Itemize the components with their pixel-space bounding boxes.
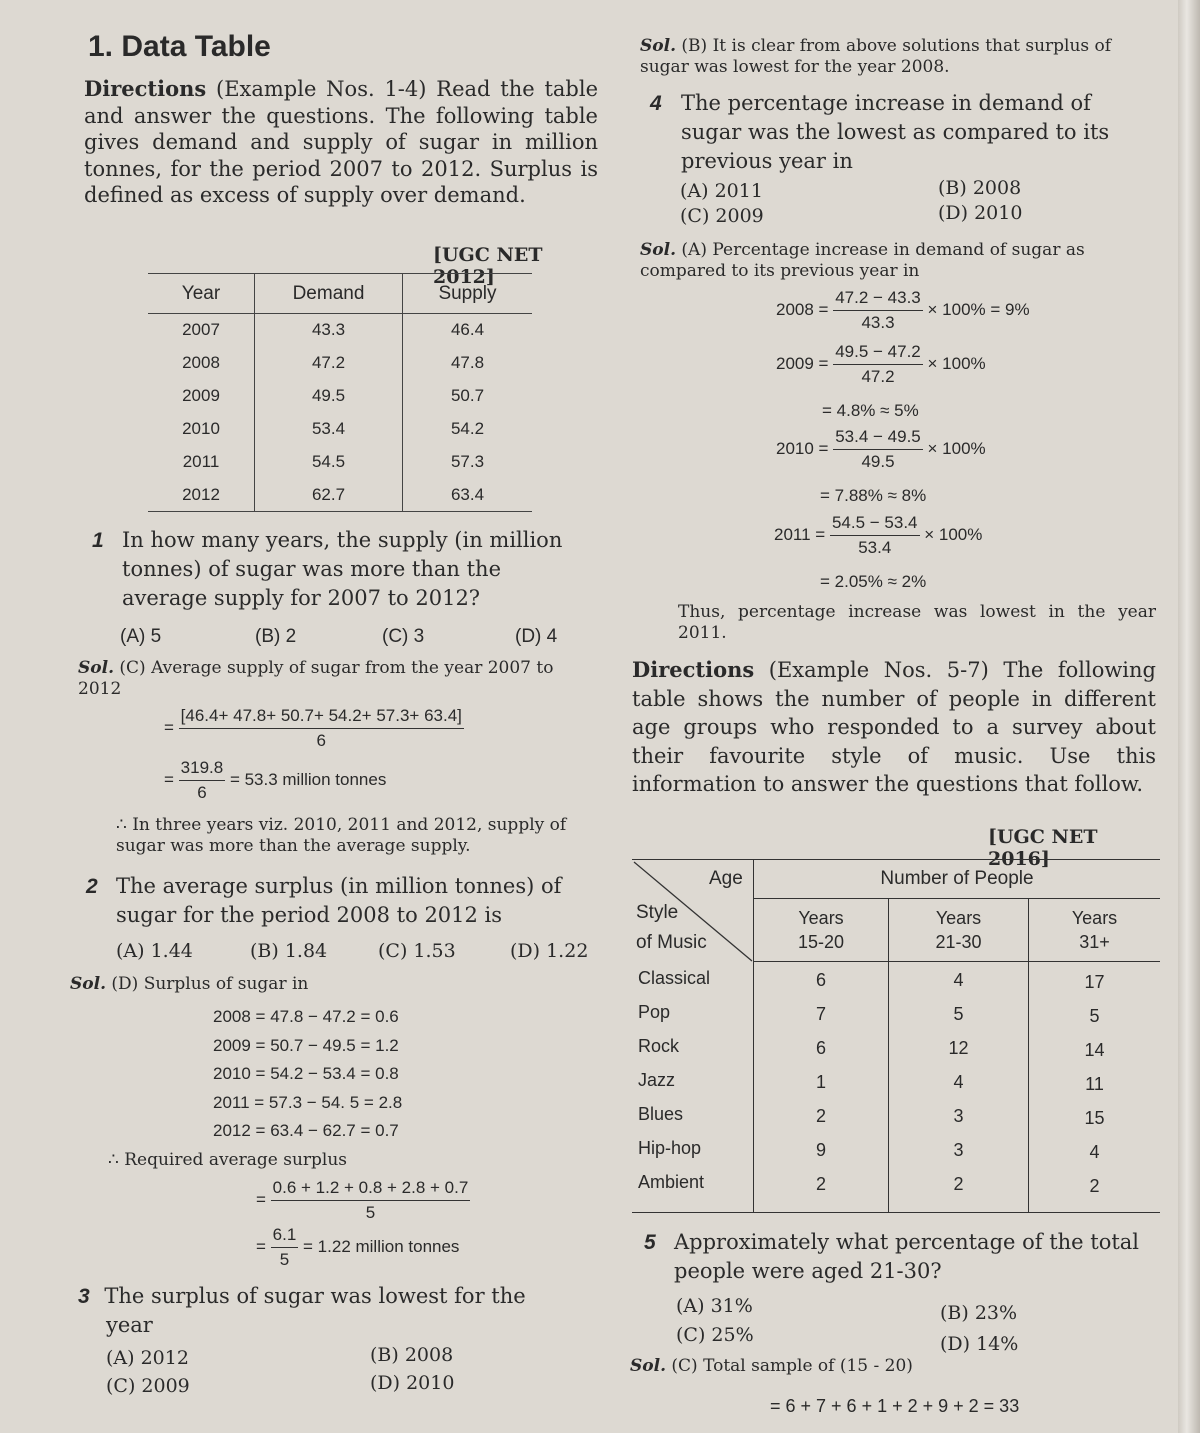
directions-paragraph bbox=[84, 76, 598, 209]
q2-option-b: (B) 1.84 bbox=[250, 940, 328, 962]
directions-paragraph-2 bbox=[632, 656, 1156, 799]
q5-option-d: (D) 14% bbox=[940, 1333, 1019, 1355]
solution-text: (D) Surplus of sugar in bbox=[111, 974, 309, 994]
question-text: Approximately what percentage of the total people were aged 21-30? bbox=[674, 1230, 1140, 1283]
cell-year: 2008 bbox=[182, 353, 220, 372]
q4-option-c: (C) 2009 bbox=[680, 205, 764, 227]
cell-demand: 62.7 bbox=[255, 479, 403, 512]
fraction-numerator: 0.6 + 1.2 + 0.8 + 2.8 + 0.7 bbox=[271, 1178, 471, 1201]
question-3 bbox=[78, 1282, 598, 1340]
question-2 bbox=[86, 872, 596, 927]
col-header-demand: Demand bbox=[255, 274, 403, 314]
style-name: Pop bbox=[638, 1002, 671, 1022]
q2-option-c: (C) 1.53 bbox=[378, 940, 456, 962]
q4-option-b: (B) 2008 bbox=[938, 177, 1022, 199]
calc-lhs: 2010 = bbox=[776, 438, 829, 458]
cell-15-20: 2 bbox=[815, 1106, 826, 1126]
q1-fraction-2: = $\frac{319.8}{6}$ = 53.3 million tonnes bbox=[164, 758, 387, 802]
q5-sum-line: = 6 + 7 + 6 + 1 + 2 + 9 + 2 = 33 bbox=[770, 1396, 1020, 1416]
q5-option-c: (C) 25% bbox=[676, 1324, 754, 1346]
solution-label: Sol. bbox=[640, 240, 676, 260]
calc-rhs: × 100% = 9% bbox=[927, 299, 1030, 319]
question-text: In how many years, the supply (in million tonnes) of sugar was more than the average supply for 2007 to 2012? bbox=[122, 528, 563, 610]
q1-solution bbox=[78, 658, 578, 700]
directions-label: Directions bbox=[84, 76, 207, 101]
calc-lhs: 2011 = bbox=[774, 524, 826, 544]
music-table-body bbox=[632, 966, 1160, 1204]
cell-21-30: 2 bbox=[953, 1174, 964, 1194]
q5-option-a: (A) 31% bbox=[676, 1295, 753, 1317]
cell-31-plus: 2 bbox=[1089, 1176, 1100, 1196]
calc-rhs: × 100% bbox=[927, 438, 986, 458]
cell-supply: 57.3 bbox=[403, 446, 533, 479]
cell-demand: 49.5 bbox=[255, 380, 403, 413]
fraction-result: = 1.22 million tonnes bbox=[303, 1236, 460, 1256]
cell-15-20: 7 bbox=[815, 1004, 826, 1024]
question-text-line1: The surplus of sugar was lowest for the bbox=[104, 1284, 526, 1308]
q1-option-b: (B) 2 bbox=[255, 626, 297, 647]
col-header-line: 15-20 bbox=[797, 932, 845, 952]
col-header-year: Year bbox=[181, 282, 221, 304]
cell-demand: 43.3 bbox=[255, 314, 403, 347]
style-label-2: of Music bbox=[636, 932, 707, 953]
question-4 bbox=[650, 89, 1150, 173]
q4-solution bbox=[640, 240, 1110, 282]
cell-31-plus: 5 bbox=[1089, 1006, 1100, 1026]
q5-solution bbox=[630, 1356, 913, 1377]
q2-option-a: (A) 1.44 bbox=[116, 940, 193, 962]
q5-option-b: (B) 23% bbox=[940, 1302, 1018, 1324]
music-table bbox=[632, 859, 1160, 1213]
fraction-denominator: 5 bbox=[279, 1250, 290, 1269]
age-label: Age bbox=[709, 868, 743, 889]
fraction-denominator: 43.3 bbox=[861, 313, 895, 332]
style-name: Blues bbox=[638, 1104, 684, 1124]
surplus-line: 2009 = 50.7 − 49.5 = 1.2 bbox=[213, 1035, 399, 1055]
cell-21-30: 12 bbox=[948, 1038, 969, 1058]
demand-supply-table bbox=[148, 273, 592, 512]
fraction-numerator: 53.4 − 49.5 bbox=[833, 427, 923, 450]
cell-demand: 47.2 bbox=[255, 347, 403, 380]
group-header: Number of People bbox=[880, 868, 1034, 889]
table-row bbox=[632, 1136, 1160, 1170]
col-header-line: Years bbox=[1071, 908, 1118, 928]
calc-2009-result: = 4.8% ≈ 5% bbox=[822, 401, 919, 420]
table-row bbox=[148, 479, 532, 512]
solution-label: Sol. bbox=[640, 36, 676, 56]
cell-21-30: 5 bbox=[953, 1004, 964, 1024]
fraction-numerator: 49.5 − 47.2 bbox=[833, 342, 923, 365]
q3-option-b: (B) 2008 bbox=[370, 1344, 454, 1366]
table-row bbox=[148, 413, 532, 446]
cell-21-30: 4 bbox=[953, 1072, 964, 1092]
calc-2008 bbox=[776, 288, 1030, 333]
fraction-denominator: 6 bbox=[197, 783, 207, 802]
col-header-supply: Supply bbox=[403, 274, 533, 314]
q4-option-a: (A) 2011 bbox=[680, 180, 763, 202]
fraction-numerator: 54.5 − 53.4 bbox=[830, 513, 920, 536]
calc-rhs: × 100% bbox=[927, 353, 986, 373]
style-name: Hip-hop bbox=[638, 1138, 702, 1158]
cell-21-30: 4 bbox=[953, 970, 964, 990]
cell-year: 2009 bbox=[182, 386, 220, 405]
question-number: 3 bbox=[78, 1285, 90, 1308]
col-header-line: Years bbox=[798, 908, 844, 928]
q2-required-label: ∴ Required average surplus bbox=[108, 1150, 348, 1170]
table-row bbox=[148, 446, 532, 479]
q1-conclusion: ∴ In three years viz. 2010, 2011 and 2012, supply of sugar was more than the average supply. bbox=[116, 815, 567, 856]
directions-label: Directions bbox=[632, 657, 755, 682]
question-text: The percentage increase in demand of sugar was the lowest as compared to its previous year in bbox=[681, 91, 1110, 173]
cell-31-plus: 4 bbox=[1089, 1142, 1100, 1162]
solution-text: (B) It is clear from above solutions that surplus of sugar was lowest for the year 2008. bbox=[640, 36, 1112, 77]
directions-text: (Example Nos. 5-7) The following table shows the number of people in different age groups who responded to a survey about their favourite style of music. Use this information to answer the questions that follow. bbox=[632, 658, 1156, 796]
fraction-numerator: 6.1 bbox=[271, 1225, 299, 1248]
fraction-denominator: 53.4 bbox=[858, 538, 892, 557]
surplus-line: 2012 = 63.4 − 62.7 = 0.7 bbox=[213, 1121, 399, 1140]
fraction-numerator: 319.8 bbox=[179, 758, 226, 781]
cell-year: 2007 bbox=[182, 320, 220, 340]
group-header-rule bbox=[754, 898, 1160, 899]
col-header-line: 31+ bbox=[1079, 932, 1110, 952]
calc-2010-result: = 7.88% ≈ 8% bbox=[820, 486, 927, 505]
question-5 bbox=[644, 1228, 1154, 1283]
q2-solution bbox=[70, 974, 308, 995]
q2-fraction-1: = $\frac{0.6 + 1.2 + 0.8 + 2.8 + 0.7}{5}$ bbox=[256, 1178, 469, 1222]
table-row bbox=[632, 1000, 1160, 1034]
cell-year: 2011 bbox=[182, 452, 220, 471]
cell-demand: 54.5 bbox=[255, 446, 403, 479]
cell-15-20: 2 bbox=[815, 1174, 826, 1194]
cell-15-20: 6 bbox=[815, 1038, 826, 1058]
question-text-line2: year bbox=[106, 1313, 153, 1337]
style-name: Classical bbox=[638, 968, 711, 988]
fraction-denominator: 49.5 bbox=[861, 452, 895, 471]
cell-15-20: 9 bbox=[815, 1140, 826, 1160]
q3-option-a: (A) 2012 bbox=[106, 1347, 189, 1369]
style-label-1: Style bbox=[636, 902, 679, 923]
solution-text: (A) Percentage increase in demand of sugar as compared to its previous year in bbox=[640, 240, 1085, 281]
cell-demand: 53.4 bbox=[255, 413, 403, 446]
col-header-line: 21-30 bbox=[935, 932, 982, 952]
question-number: 4 bbox=[650, 92, 662, 115]
col-header-21-30 bbox=[889, 906, 1028, 954]
q3-solution bbox=[640, 36, 1140, 78]
source-tag: [UGC NET 2012] bbox=[433, 244, 543, 288]
table-row bbox=[632, 966, 1160, 1000]
table-row bbox=[632, 1068, 1160, 1102]
q2-fraction-2: = $\frac{6.1}{5}$ = 1.22 million tonnes bbox=[256, 1225, 460, 1269]
cell-supply: 50.7 bbox=[403, 380, 533, 413]
table-row bbox=[632, 1170, 1160, 1204]
solution-label: Sol. bbox=[78, 658, 114, 678]
col-header-15-20 bbox=[754, 906, 888, 954]
fraction-denominator: 6 bbox=[316, 731, 326, 750]
q1-option-d: (D) 4 bbox=[515, 626, 558, 647]
question-number: 2 bbox=[86, 875, 98, 898]
header-bottom-rule bbox=[753, 961, 1160, 962]
q3-option-d: (D) 2010 bbox=[370, 1372, 455, 1394]
table-row bbox=[148, 314, 532, 347]
calc-rhs: × 100% bbox=[924, 524, 983, 544]
q1-option-c: (C) 3 bbox=[382, 626, 425, 647]
section-title: 1. Data Table bbox=[88, 30, 271, 63]
solution-label: Sol. bbox=[630, 1356, 666, 1376]
table-row bbox=[148, 380, 532, 413]
cell-21-30: 3 bbox=[953, 1106, 964, 1126]
question-number: 1 bbox=[92, 529, 104, 552]
cell-year: 2010 bbox=[182, 419, 220, 438]
table-row bbox=[148, 347, 532, 380]
question-text: The average surplus (in million tonnes) of sugar for the period 2008 to 2012 is bbox=[116, 874, 562, 927]
fraction-denominator: 47.2 bbox=[861, 367, 895, 386]
cell-supply: 46.4 bbox=[403, 314, 533, 347]
style-name: Rock bbox=[638, 1036, 680, 1056]
calc-lhs: 2008 = bbox=[776, 299, 829, 319]
fraction-numerator: [46.4+ 47.8+ 50.7+ 54.2+ 57.3+ 63.4] bbox=[179, 706, 464, 729]
cell-year: 2012 bbox=[182, 484, 220, 504]
table1 bbox=[148, 273, 532, 512]
cell-31-plus: 14 bbox=[1084, 1040, 1105, 1060]
page-edge bbox=[1178, 0, 1200, 1433]
cell-21-30: 3 bbox=[953, 1140, 964, 1160]
q2-option-d: (D) 1.22 bbox=[510, 940, 589, 962]
calc-2009 bbox=[776, 342, 986, 387]
solution-text: (C) Total sample of (15 - 20) bbox=[671, 1356, 913, 1376]
q3-option-c: (C) 2009 bbox=[106, 1375, 190, 1397]
question-number: 5 bbox=[644, 1231, 656, 1254]
surplus-line: 2008 = 47.8 − 47.2 = 0.6 bbox=[213, 1007, 399, 1026]
fraction-numerator: 47.2 − 43.3 bbox=[833, 288, 923, 311]
table-row bbox=[632, 1102, 1160, 1136]
cell-supply: 63.4 bbox=[403, 479, 533, 512]
cell-supply: 47.8 bbox=[403, 347, 533, 380]
directions-text: (Example Nos. 1-4) Read the table and answer the questions. The following table gives demand and supply of sugar in million tonnes, for the period 2007 to 2012. Surplus is defined as excess of supply over demand. bbox=[84, 77, 598, 207]
q1-fraction-1: = $\frac{[46.4+ 47.8+ 50.7+ 54.2+ 57.3+ 63.4]}{6}$ bbox=[164, 706, 462, 750]
q1-option-a: (A) 5 bbox=[120, 626, 162, 647]
q2-surplus-lines bbox=[213, 1003, 402, 1146]
table-row bbox=[632, 1034, 1160, 1068]
cell-31-plus: 11 bbox=[1085, 1074, 1104, 1094]
solution-text: (C) Average supply of sugar from the year 2007 to 2012 bbox=[78, 658, 554, 699]
calc-2011-result: = 2.05% ≈ 2% bbox=[820, 572, 927, 591]
cell-31-plus: 17 bbox=[1084, 972, 1105, 992]
cell-15-20: 6 bbox=[815, 970, 826, 990]
source-tag-2: [UGC NET 2016] bbox=[988, 826, 1098, 870]
calc-2011 bbox=[774, 513, 982, 558]
q4-conclusion: Thus, percentage increase was lowest in the year 2011. bbox=[678, 602, 1156, 643]
col-header-31-plus bbox=[1029, 906, 1160, 954]
solution-label: Sol. bbox=[70, 974, 106, 994]
cell-31-plus: 15 bbox=[1084, 1108, 1105, 1128]
style-name: Ambient bbox=[638, 1172, 705, 1192]
style-name: Jazz bbox=[638, 1070, 676, 1090]
fraction-denominator: 5 bbox=[365, 1203, 376, 1222]
cell-15-20: 1 bbox=[815, 1072, 826, 1092]
cell-supply: 54.2 bbox=[403, 413, 533, 446]
question-1 bbox=[92, 526, 592, 610]
col-header-line: Years bbox=[935, 908, 982, 928]
fraction-result: = 53.3 million tonnes bbox=[229, 769, 387, 789]
surplus-line: 2011 = 57.3 − 54. 5 = 2.8 bbox=[213, 1092, 403, 1112]
surplus-line: 2010 = 54.2 − 53.4 = 0.8 bbox=[213, 1064, 399, 1083]
calc-lhs: 2009 = bbox=[776, 353, 829, 373]
calc-2010 bbox=[776, 427, 986, 472]
q4-option-d: (D) 2010 bbox=[938, 202, 1023, 224]
